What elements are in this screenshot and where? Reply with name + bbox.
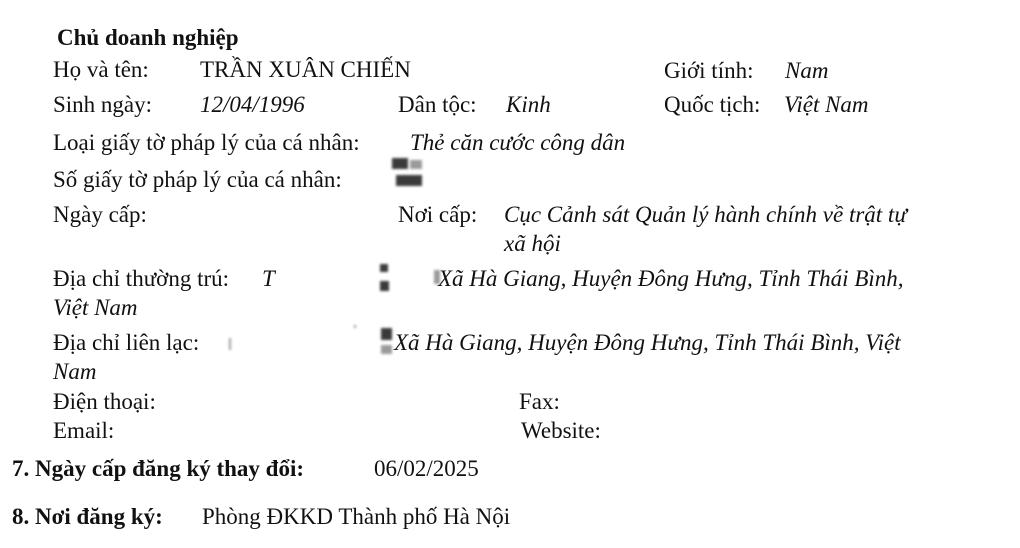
ethnicity-value: Kinh (506, 92, 551, 117)
doc-type-value: Thẻ căn cước công dân (410, 130, 626, 155)
issue-place-label: Nơi cấp: (398, 202, 478, 227)
permanent-address-prefix: T (262, 266, 275, 291)
item7-label: 7. Ngày cấp đăng ký thay đổi: (12, 456, 305, 481)
issue-date-label: Ngày cấp: (53, 202, 147, 227)
redacted-doc-number-mark (392, 158, 408, 169)
email-label: Email: (53, 418, 115, 443)
item8-value: Phòng ĐKKD Thành phố Hà Nội (202, 504, 511, 529)
dob-label: Sinh ngày: (53, 92, 153, 117)
dob-value: 12/04/1996 (200, 92, 305, 117)
redacted-address-mark (354, 325, 356, 328)
redacted-doc-number-mark (410, 160, 422, 169)
nationality-value: Việt Nam (784, 92, 869, 117)
name-value: TRẦN XUÂN CHIẾN (200, 57, 411, 82)
fax-label: Fax: (519, 389, 560, 414)
redacted-address-mark (381, 345, 392, 354)
doc-number-label: Số giấy tờ pháp lý của cá nhân: (53, 167, 342, 192)
redacted-address-mark (380, 281, 389, 291)
contact-address-label: Địa chỉ liên lạc: (53, 330, 200, 355)
permanent-address-line1: Xã Hà Giang, Huyện Đông Hưng, Tỉnh Thái Bình, (438, 266, 904, 291)
permanent-address-line2: Việt Nam (53, 295, 138, 320)
phone-label: Điện thoại: (53, 389, 156, 414)
ethnicity-label: Dân tộc: (398, 92, 477, 117)
gender-value: Nam (785, 58, 829, 83)
permanent-address-label: Địa chỉ thường trú: (53, 266, 230, 291)
doc-type-label: Loại giấy tờ pháp lý của cá nhân: (53, 130, 360, 155)
redacted-address-mark (229, 338, 231, 350)
item7-value: 06/02/2025 (374, 456, 479, 481)
website-label: Website: (521, 418, 601, 443)
redacted-address-mark (381, 328, 392, 340)
redacted-address-mark (380, 264, 388, 272)
issue-place-line2: xã hội (504, 231, 561, 256)
nationality-label: Quốc tịch: (664, 92, 761, 117)
item8-label: 8. Nơi đăng ký: (12, 504, 163, 529)
name-label: Họ và tên: (53, 57, 149, 82)
contact-address-line2: Nam (53, 359, 97, 384)
contact-address-line1: Xã Hà Giang, Huyện Đông Hưng, Tỉnh Thái Bình, Việt (394, 330, 901, 355)
issue-place-line1: Cục Cảnh sát Quản lý hành chính về trật tự (504, 202, 907, 227)
section-title: Chủ doanh nghiệp (57, 25, 239, 50)
redacted-doc-number-mark (396, 175, 422, 186)
gender-label: Giới tính: (664, 58, 754, 83)
